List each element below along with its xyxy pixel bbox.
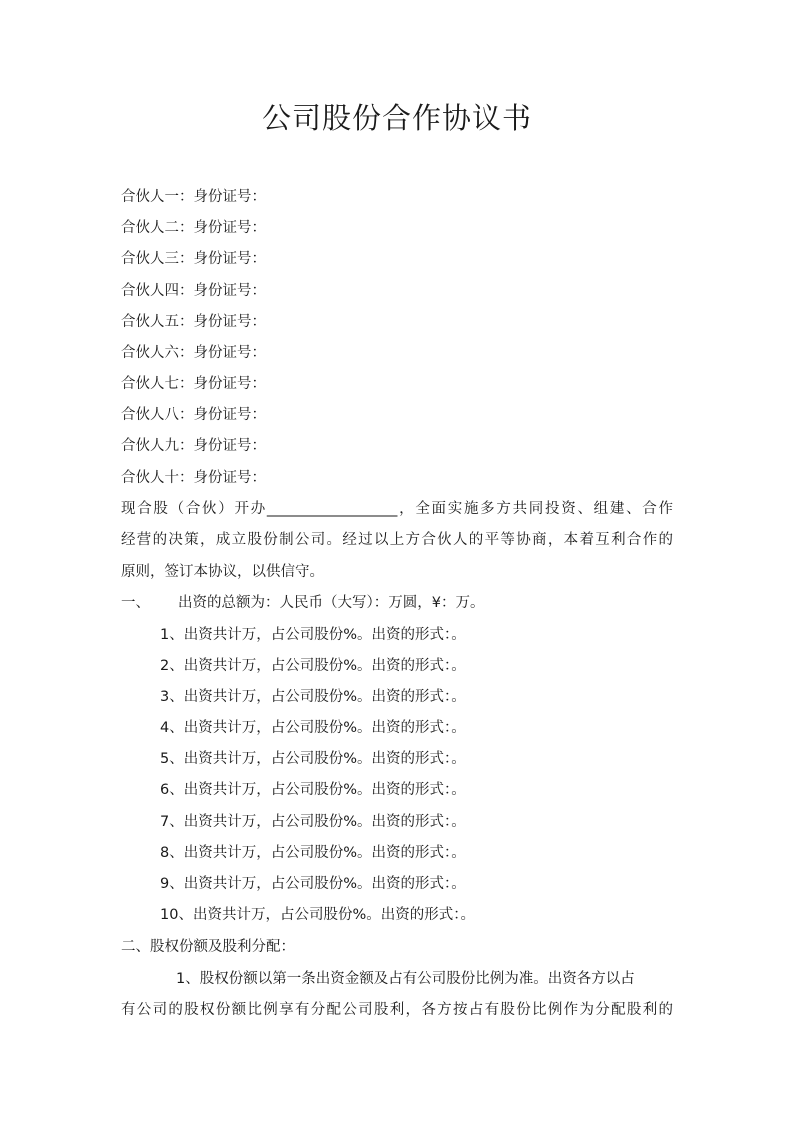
- contribution-item-3: 3、出资共计万，占公司股份%。出资的形式：。: [160, 689, 466, 705]
- document-title: 公司股份合作协议书: [261, 101, 532, 135]
- contribution-item-10: 10、出资共计万，占公司股份%。出资的形式：。: [160, 907, 475, 923]
- partner-line-7: 合伙人七：身份证号：: [121, 376, 266, 392]
- contribution-item-9: 9、出资共计万，占公司股份%。出资的形式：。: [160, 876, 466, 892]
- contribution-item-5: 5、出资共计万，占公司股份%。出资的形式：。: [160, 751, 466, 767]
- section-1-text: 出资的总额为：人民币（大写）：万圆，¥：万。: [178, 595, 485, 611]
- partner-line-4: 合伙人四：身份证号：: [121, 283, 266, 299]
- intro-line-1: 现合股（合伙）开办__________________，全面实施多方共同投资、组建、合作: [121, 501, 673, 517]
- partner-line-10: 合伙人十：身份证号：: [121, 470, 266, 486]
- partner-line-8: 合伙人八：身份证号：: [121, 407, 266, 423]
- partner-line-6: 合伙人六：身份证号：: [121, 345, 266, 361]
- partner-line-1: 合伙人一：身份证号：: [121, 189, 266, 205]
- section-2-heading: 二、股权份额及股利分配：: [121, 939, 295, 955]
- contribution-item-7: 7、出资共计万，占公司股份%。出资的形式：。: [160, 814, 466, 830]
- section-2-para-line-1: 1、股权份额以第一条出资金额及占有公司股份比例为准。出资各方以占: [176, 971, 635, 987]
- contribution-item-2: 2、出资共计万，占公司股份%。出资的形式：。: [160, 658, 466, 674]
- section-1-heading: [121, 591, 484, 612]
- section-2-para-line-2: 有公司的股权份额比例享有分配公司股利，各方按占有股份比例作为分配股利的: [121, 1002, 673, 1018]
- partner-line-2: 合伙人二：身份证号：: [121, 220, 266, 236]
- section-1-number: 一、: [121, 595, 150, 611]
- contribution-item-6: 6、出资共计万，占公司股份%。出资的形式：。: [160, 782, 466, 798]
- partner-line-5: 合伙人五：身份证号：: [121, 314, 266, 330]
- intro-line-3: 原则，签订本协议，以供信守。: [121, 564, 324, 580]
- contribution-item-4: 4、出资共计万，占公司股份%。出资的形式：。: [160, 720, 466, 736]
- partner-line-9: 合伙人九：身份证号：: [121, 438, 266, 454]
- contribution-item-8: 8、出资共计万，占公司股份%。出资的形式：。: [160, 845, 466, 861]
- partner-line-3: 合伙人三：身份证号：: [121, 251, 266, 267]
- contribution-item-1: 1、出资共计万，占公司股份%。出资的形式：。: [160, 627, 466, 643]
- intro-line-2: 经营的决策，成立股份制公司。经过以上方合伙人的平等协商，本着互利合作的: [121, 532, 673, 548]
